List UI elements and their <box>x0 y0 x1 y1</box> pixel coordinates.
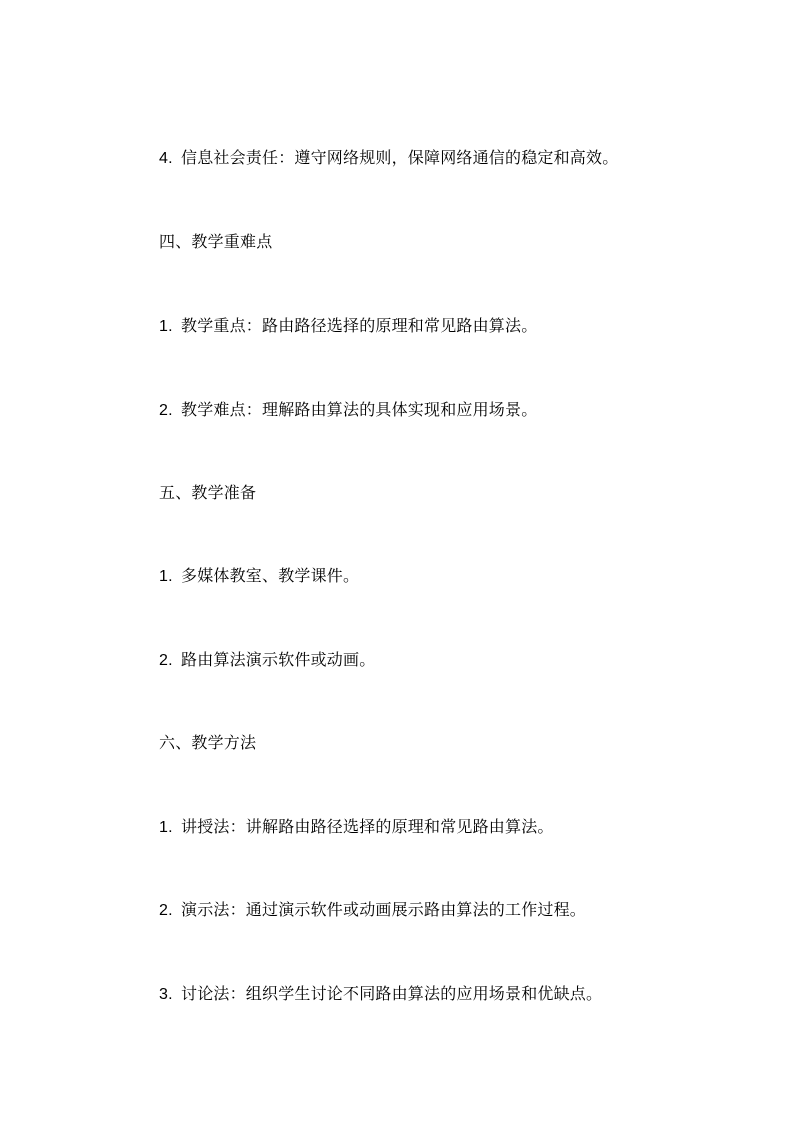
section-heading-text: 六、教学方法 <box>159 733 257 752</box>
item-number: 1. <box>159 819 173 836</box>
item-text: 信息社会责任：遵守网络规则，保障网络通信的稳定和高效。 <box>181 148 619 167</box>
item-text: 演示法：通过演示软件或动画展示路由算法的工作过程。 <box>181 900 587 919</box>
item-number: 2. <box>159 652 173 669</box>
list-item <box>159 148 618 169</box>
item-text: 教学重点：路由路径选择的原理和常见路由算法。 <box>181 316 538 335</box>
item-number: 4. <box>159 150 173 167</box>
list-item <box>159 400 537 421</box>
section-heading <box>159 232 272 252</box>
list-item <box>159 900 586 921</box>
item-text: 教学难点：理解路由算法的具体实现和应用场景。 <box>181 400 538 419</box>
item-text: 讲授法：讲解路由路径选择的原理和常见路由算法。 <box>181 817 554 836</box>
list-item <box>159 817 554 838</box>
item-number: 1. <box>159 318 173 335</box>
item-text: 讨论法：组织学生讨论不同路由算法的应用场景和优缺点。 <box>181 984 603 1003</box>
list-item <box>159 566 359 587</box>
section-heading-text: 五、教学准备 <box>159 483 257 502</box>
item-number: 3. <box>159 986 173 1003</box>
list-item <box>159 316 537 337</box>
item-number: 1. <box>159 568 173 585</box>
section-heading-text: 四、教学重难点 <box>159 232 273 251</box>
list-item <box>159 984 602 1005</box>
item-number: 2. <box>159 902 173 919</box>
item-text: 多媒体教室、教学课件。 <box>181 566 360 585</box>
section-heading <box>159 733 256 753</box>
list-item <box>159 650 375 671</box>
item-number: 2. <box>159 402 173 419</box>
section-heading <box>159 483 256 503</box>
item-text: 路由算法演示软件或动画。 <box>181 650 376 669</box>
